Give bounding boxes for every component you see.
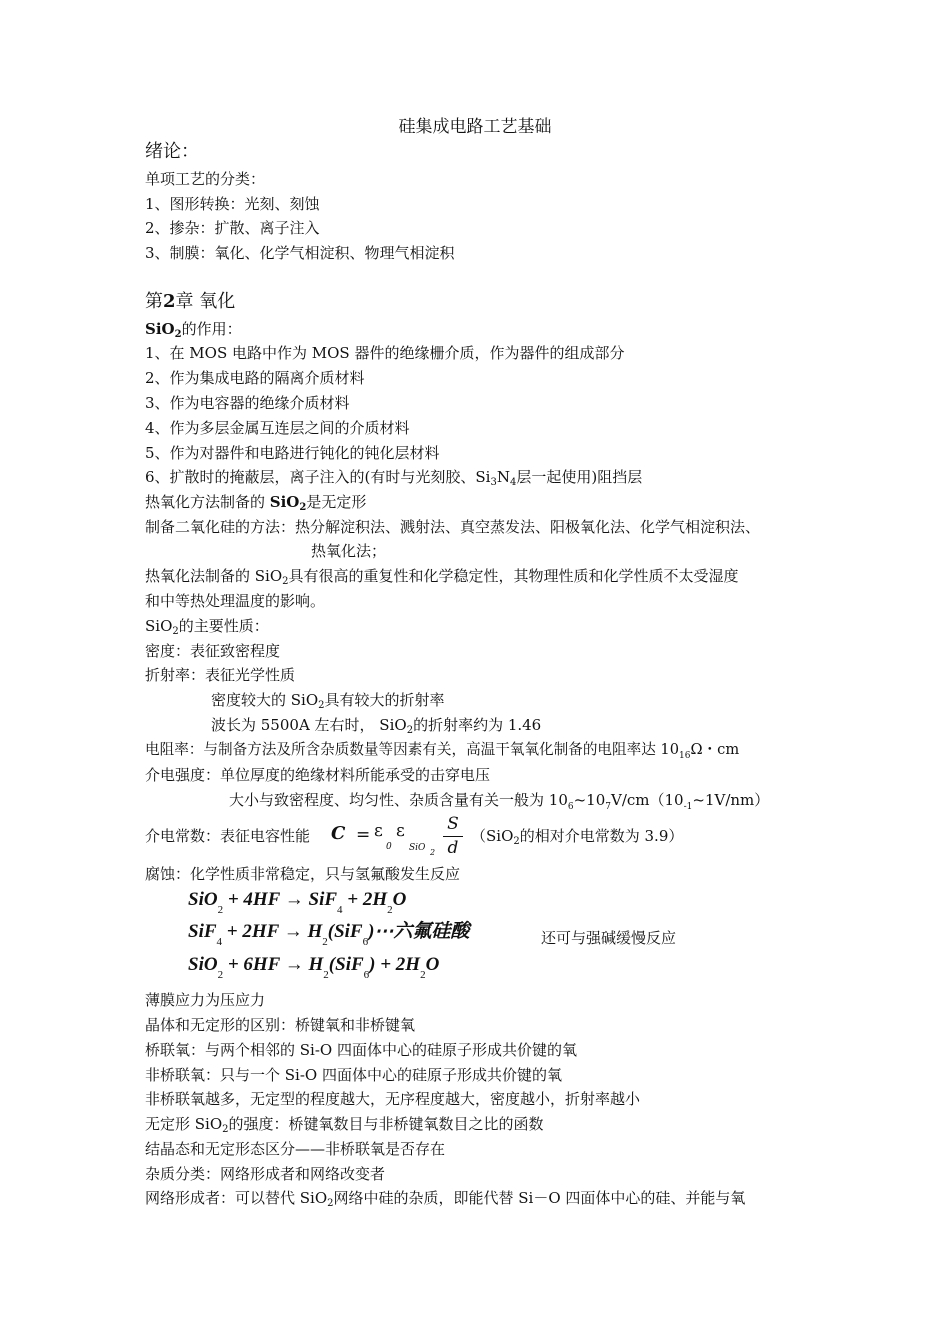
equation-3 <box>188 954 440 981</box>
eq2-part: )⋯六氟硅酸 <box>368 921 470 942</box>
diel2-exp-2: 7 <box>605 802 611 812</box>
fraction <box>443 816 463 857</box>
eq2-sub: 4 <box>216 936 223 948</box>
resist-text-b: Ω・cm <box>690 741 740 758</box>
dconst-note-b: 的相对介电常数为 3.9） <box>519 827 684 845</box>
methods-line-1: 制备二氧化硅的方法：热分解淀积法、溅射法、真空蒸发法、阳极氧化法、化学气相淀积法、 <box>145 518 761 536</box>
repeat-text-b: 具有很高的重复性和化学稳定性，其物理性质和化学性质不太受湿度 <box>288 567 739 585</box>
refr2-sub: 2 <box>406 725 414 736</box>
density-line: 密度：表征致密程度 <box>145 642 281 660</box>
chapter-heading-prefix: 第 <box>145 291 163 312</box>
network-former-line <box>145 1190 745 1207</box>
intro-heading: 绪论： <box>145 141 199 162</box>
intro-item: 2、掺杂：扩散、离子注入 <box>145 219 320 237</box>
eq3-part: O <box>425 954 440 975</box>
former-text-b: 网络中硅的杂质，即能代替 Si－O 四面体中心的硅、并能与氧 <box>333 1189 746 1207</box>
intro-item: 3、制膜：氧化、化学气相淀积、物理气相淀积 <box>145 244 455 262</box>
use6-text-b: N <box>496 468 510 486</box>
dconst-note-sub: 2 <box>513 836 520 847</box>
use6-sub-1: 3 <box>490 477 497 488</box>
eq2-sub: 2 <box>322 936 328 948</box>
repeat-text-a: 热氧化法制备的 SiO <box>145 567 283 585</box>
repeatability-line-1 <box>145 568 739 585</box>
strength-sub: 2 <box>222 1124 229 1135</box>
repeat-sub: 2 <box>282 576 289 587</box>
use6-text-c: 层一起使用)阻挡层 <box>516 468 643 486</box>
strength-text-b: 的强度：桥键氧数目与非桥键氧数目之比的函数 <box>228 1115 544 1133</box>
resist-text-a: 电阻率：与制备方法及所含杂质数量等因素有关，高温干氧氧化制备的电阻率达 10 <box>145 741 679 758</box>
equation-1 <box>188 889 407 916</box>
amorphous-formula: SiO <box>269 493 300 511</box>
fraction-numerator: S <box>447 814 459 834</box>
eq1-part: O <box>392 889 407 910</box>
former-sub: 2 <box>327 1198 334 1209</box>
resist-exponent: 16 <box>679 751 691 761</box>
use6-sub-2: 4 <box>509 477 517 488</box>
chapter-heading-suffix: 章 氧化 <box>175 291 236 312</box>
refr1-text-a: 密度较大的 SiO <box>211 691 319 709</box>
eq3-part: (SiF <box>328 954 364 975</box>
epsilon-0-sub: 0 <box>386 842 392 852</box>
eq1-sub: 2 <box>217 904 224 916</box>
refraction-line: 折射率：表征光学性质 <box>145 666 296 684</box>
nonbridge-effect-line: 非桥联氧越多，无定型的程度越大，无序程度越大，密度越小，折射率越小 <box>145 1090 641 1108</box>
equals-sign: = <box>356 825 371 845</box>
impurity-line: 杂质分类：网络形成者和网络改变者 <box>145 1165 386 1183</box>
intro-subheading: 单项工艺的分类： <box>145 170 266 188</box>
eq3-sub: 2 <box>323 969 329 981</box>
use-item: 2、作为集成电路的隔离介质材料 <box>145 369 365 387</box>
intro-item: 1、图形转换：光刻、刻蚀 <box>145 195 320 213</box>
eq3-part: ) + 2H <box>369 954 421 975</box>
chapter-heading-number: 2 <box>163 291 176 312</box>
eq3-sub: 2 <box>420 969 426 981</box>
use-item: 4、作为多层金属互连层之间的介质材料 <box>145 419 410 437</box>
dielectric-strength-detail <box>229 791 770 812</box>
eq1-sub: 4 <box>337 904 343 916</box>
uses-heading-formula-sub: 2 <box>174 329 182 340</box>
eq3-sub: 2 <box>217 969 224 981</box>
eq2-part: (SiF <box>327 921 363 942</box>
use-item: 1、在 MOS 电路中作为 MOS 器件的绝缘栅介质，作为器件的组成部分 <box>145 344 625 362</box>
dconst-note-a: （SiO <box>471 827 514 845</box>
corrosion-line: 腐蚀：化学性质非常稳定，只与氢氟酸发生反应 <box>145 865 461 883</box>
diel2-text-c: V/cm（10 <box>610 791 684 809</box>
crystal-diff-line: 晶体和无定形的区别：桥键氧和非桥键氧 <box>145 1016 416 1034</box>
refr1-sub: 2 <box>318 700 325 711</box>
epsilon-0: ε <box>374 821 383 841</box>
refraction-detail-2 <box>211 717 541 734</box>
properties-heading <box>145 618 269 635</box>
diel2-text-d: ~1V/nm） <box>692 791 770 809</box>
amorphous-text-c: 是无定形 <box>306 493 367 511</box>
capacitance-symbol: C <box>331 823 346 844</box>
diel2-text-b: ~10 <box>573 791 606 809</box>
eq3-sub: 6 <box>363 969 370 981</box>
chapter-heading <box>145 292 235 312</box>
props-text-b: 的主要性质： <box>178 617 269 635</box>
bridge-oxygen-line: 桥联氧：与两个相邻的 Si-O 四面体中心的硅原子形成共价键的氧 <box>145 1041 577 1059</box>
amorphous-formula-sub: 2 <box>299 502 307 513</box>
eq2-part: + 2HF → H <box>222 921 323 942</box>
refr2-text-a: 波长为 5500A 左右时， SiO <box>211 716 407 734</box>
uses-heading-text: 的作用： <box>181 320 242 338</box>
dielectric-constant-label: 介电常数：表征电容性能 <box>145 827 311 845</box>
eq3-part: SiO <box>188 954 218 975</box>
fraction-bar <box>443 836 463 837</box>
props-text-a: SiO <box>145 617 173 635</box>
eq1-sub: 2 <box>387 904 393 916</box>
dielectric-constant-note <box>471 828 683 845</box>
epsilon-sio2-sub: SiO <box>409 843 426 853</box>
resistivity-line <box>145 741 740 761</box>
refr1-text-b: 具有较大的折射率 <box>324 691 445 709</box>
equation-2 <box>188 921 470 948</box>
epsilon-sio2: ε <box>396 821 405 841</box>
eq2-sub: 6 <box>362 936 369 948</box>
eq1-part: + 2H <box>342 889 388 910</box>
eq1-part: + 4HF → SiF <box>223 889 338 910</box>
amorphous-text-a: 热氧化方法制备的 <box>145 493 270 511</box>
refraction-detail-1 <box>211 692 445 709</box>
alkali-note: 还可与强碱缓慢反应 <box>541 929 677 947</box>
props-sub: 2 <box>172 626 179 637</box>
strength-text-a: 无定形 SiO <box>145 1115 223 1133</box>
diel2-exp-1: 6 <box>567 802 574 812</box>
use-item: 5、作为对器件和电路进行钝化的钝化层材料 <box>145 444 440 462</box>
dielectric-strength-line: 介电强度：单位厚度的绝缘材料所能承受的击穿电压 <box>145 766 491 784</box>
eq1-part: SiO <box>188 889 218 910</box>
nonbridge-oxygen-line: 非桥联氧：只与一个 Si-O 四面体中心的硅原子形成共价键的氧 <box>145 1066 562 1084</box>
eq2-part: SiF <box>188 921 217 942</box>
document-title: 硅集成电路工艺基础 <box>398 117 552 137</box>
eq3-part: + 6HF → H <box>223 954 324 975</box>
fraction-denominator: d <box>447 838 459 858</box>
use-item: 3、作为电容器的绝缘介质材料 <box>145 394 350 412</box>
use6-text-a: 6、扩散时的掩蔽层，离子注入的(有时与光刻胶、Si <box>145 468 491 486</box>
distinguish-line: 结晶态和无定形态区分——非桥联氧是否存在 <box>145 1140 446 1158</box>
repeatability-line-2: 和中等热处理温度的影响。 <box>145 592 326 610</box>
former-text-a: 网络形成者：可以替代 SiO <box>145 1189 328 1207</box>
use-item-6 <box>145 469 642 486</box>
amorphous-line <box>145 494 366 511</box>
uses-heading-formula: SiO <box>145 320 175 338</box>
methods-line-2: 热氧化法； <box>311 542 387 560</box>
epsilon-sio2-sub2: 2 <box>430 848 436 857</box>
stress-line: 薄膜应力为压应力 <box>145 991 266 1009</box>
uses-heading <box>145 321 242 338</box>
diel2-exp-3: -1 <box>683 802 693 812</box>
refr2-text-b: 的折射率约为 1.46 <box>413 716 542 734</box>
strength-line <box>145 1116 544 1133</box>
diel2-text-a: 大小与致密程度、均匀性、杂质含量有关一般为 10 <box>229 791 568 809</box>
